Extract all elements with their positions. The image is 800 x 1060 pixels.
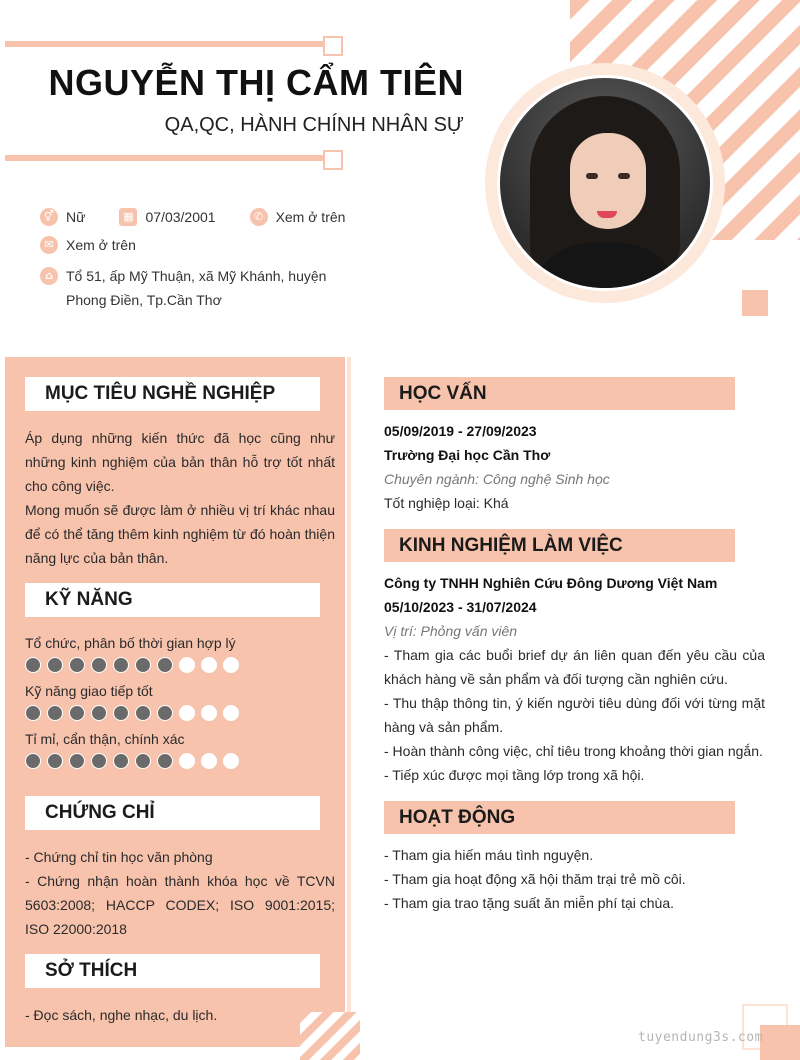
rating-dot-filled xyxy=(69,753,85,769)
certificates-list xyxy=(25,845,335,941)
experience-duty: - Tiếp xúc được mọi tầng lớp trong xã hội. xyxy=(384,767,645,783)
objective-line-1: Áp dụng những kiến thức đã học cũng như những kinh nghiệm của bản thân hỗ trợ tốt nhất cho công việc. xyxy=(25,430,335,494)
experience-period: 05/10/2023 - 31/07/2024 xyxy=(384,599,537,615)
decorative-square-bottom xyxy=(760,1025,800,1060)
decorative-square xyxy=(742,290,768,316)
skill-rating xyxy=(25,753,335,769)
rating-dot-filled xyxy=(69,705,85,721)
objective-section xyxy=(25,377,320,411)
skills-heading: KỸ NĂNG xyxy=(25,583,320,617)
activity-item: - Tham gia hoạt động xã hội thăm trại trẻ mồ côi. xyxy=(384,871,686,887)
skill-label: Kỹ năng giao tiếp tốt xyxy=(25,683,153,699)
calendar-icon: ▦ xyxy=(119,208,137,226)
header-bar-bottom xyxy=(5,155,325,161)
experience-heading: KINH NGHIỆM LÀM VIỆC xyxy=(384,529,735,562)
rating-dot-filled xyxy=(47,705,63,721)
hobbies-heading: SỞ THÍCH xyxy=(25,954,320,988)
certificate-item: - Chứng chỉ tin học văn phòng xyxy=(25,849,213,865)
certificates-section xyxy=(25,796,320,830)
rating-dot-filled xyxy=(113,705,129,721)
experience-role: Vị trí: Phỏng vấn viên xyxy=(384,623,518,639)
rating-dot-empty xyxy=(223,657,239,673)
address-value: Tổ 51, ấp Mỹ Thuận, xã Mỹ Khánh, huyện Phong Điền, Tp.Cần Thơ xyxy=(66,268,327,308)
rating-dot-filled xyxy=(47,657,63,673)
candidate-name: NGUYỄN THỊ CẨM TIÊN xyxy=(48,62,464,103)
rating-dot-filled xyxy=(91,753,107,769)
rating-dot-filled xyxy=(135,705,151,721)
hobbies-text: - Đọc sách, nghe nhạc, du lịch. xyxy=(25,1007,218,1023)
certificate-item: - Chứng nhận hoàn thành khóa học về TCVN 5603:2008; HACCP CODEX; ISO 9001:2015; ISO 22000:2018 xyxy=(25,873,335,937)
skill-label: Tỉ mỉ, cẩn thận, chính xác xyxy=(25,731,185,747)
phone-value: Xem ở trên xyxy=(275,209,346,225)
experience-duty: - Hoàn thành công việc, chỉ tiêu trong khoảng thời gian ngắn. xyxy=(384,743,763,759)
rating-dot-filled xyxy=(113,657,129,673)
skill-item xyxy=(25,681,335,721)
gender-value: Nữ xyxy=(66,209,86,225)
skill-rating xyxy=(25,657,335,673)
activities-heading: HOẠT ĐỘNG xyxy=(384,801,735,834)
objective-text xyxy=(25,426,335,570)
contact-info xyxy=(40,208,379,322)
experience-duty: - Thu thập thông tin, ý kiến người tiêu dùng đối với từng mặt hàng và sản phẩm. xyxy=(384,695,765,735)
objective-heading: MỤC TIÊU NGHỀ NGHIỆP xyxy=(25,377,320,411)
education-school: Trường Đại học Cần Thơ xyxy=(384,447,551,463)
experience-company: Công ty TNHH Nghiên Cứu Đông Dương Việt Nam xyxy=(384,575,718,591)
education-major: Chuyên ngành: Công nghệ Sinh học xyxy=(384,471,610,487)
skill-item xyxy=(25,633,335,673)
rating-dot-empty xyxy=(223,705,239,721)
skill-item xyxy=(25,729,335,769)
rating-dot-filled xyxy=(91,705,107,721)
rating-dot-filled xyxy=(25,657,41,673)
rating-dot-filled xyxy=(69,657,85,673)
education-heading: HỌC VẤN xyxy=(384,377,735,410)
hobbies-section xyxy=(25,954,320,988)
activity-item: - Tham gia trao tặng suất ăn miễn phí tại chùa. xyxy=(384,895,675,911)
education-period: 05/09/2019 - 27/09/2023 xyxy=(384,423,537,439)
skills-section xyxy=(25,583,320,617)
education-grade: Tốt nghiệp loại: Khá xyxy=(384,495,509,511)
rating-dot-filled xyxy=(135,657,151,673)
birthday-value: 07/03/2001 xyxy=(145,209,216,225)
rating-dot-filled xyxy=(135,753,151,769)
header-bar-top xyxy=(5,41,325,47)
rating-dot-filled xyxy=(25,705,41,721)
rating-dot-filled xyxy=(113,753,129,769)
rating-dot-filled xyxy=(157,753,173,769)
objective-line-2: Mong muốn sẽ được làm ở nhiều vị trí khác nhau để có thể tăng thêm kinh nghiệm từ đó hoàn thiện năng lực của bản thân. xyxy=(25,502,335,566)
home-icon: ⌂ xyxy=(40,267,58,285)
certificates-heading: CHỨNG CHỈ xyxy=(25,796,320,830)
avatar xyxy=(500,78,710,288)
phone-icon: ✆ xyxy=(250,208,268,226)
watermark: tuyendung3s.com xyxy=(638,1030,763,1045)
candidate-position: QA,QC, HÀNH CHÍNH NHÂN SỰ xyxy=(164,114,464,136)
experience-duty: - Tham gia các buổi brief dự án liên quan đến yêu cầu của khách hàng về sản phẩm và đối tượng cần nghiên cứu. xyxy=(384,647,765,687)
rating-dot-empty xyxy=(179,657,195,673)
gender-icon: ⚥ xyxy=(40,208,58,226)
rating-dot-empty xyxy=(201,657,217,673)
rating-dot-filled xyxy=(157,657,173,673)
education-block xyxy=(384,419,765,515)
skill-label: Tổ chức, phân bố thời gian hợp lý xyxy=(25,635,236,651)
skill-rating xyxy=(25,705,335,721)
rating-dot-filled xyxy=(157,705,173,721)
activities-block xyxy=(384,843,765,915)
decorative-stripes-bottom xyxy=(300,1012,360,1060)
rating-dot-filled xyxy=(91,657,107,673)
rating-dot-filled xyxy=(25,753,41,769)
rating-dot-empty xyxy=(179,753,195,769)
rating-dot-empty xyxy=(179,705,195,721)
rating-dot-filled xyxy=(47,753,63,769)
email-value: Xem ở trên xyxy=(66,237,136,253)
skills-list xyxy=(25,633,335,777)
activity-item: - Tham gia hiến máu tình nguyện. xyxy=(384,847,594,863)
avatar-frame xyxy=(485,63,725,303)
rating-dot-empty xyxy=(223,753,239,769)
rating-dot-empty xyxy=(201,753,217,769)
experience-block xyxy=(384,571,765,787)
email-icon: ✉ xyxy=(40,236,58,254)
rating-dot-empty xyxy=(201,705,217,721)
